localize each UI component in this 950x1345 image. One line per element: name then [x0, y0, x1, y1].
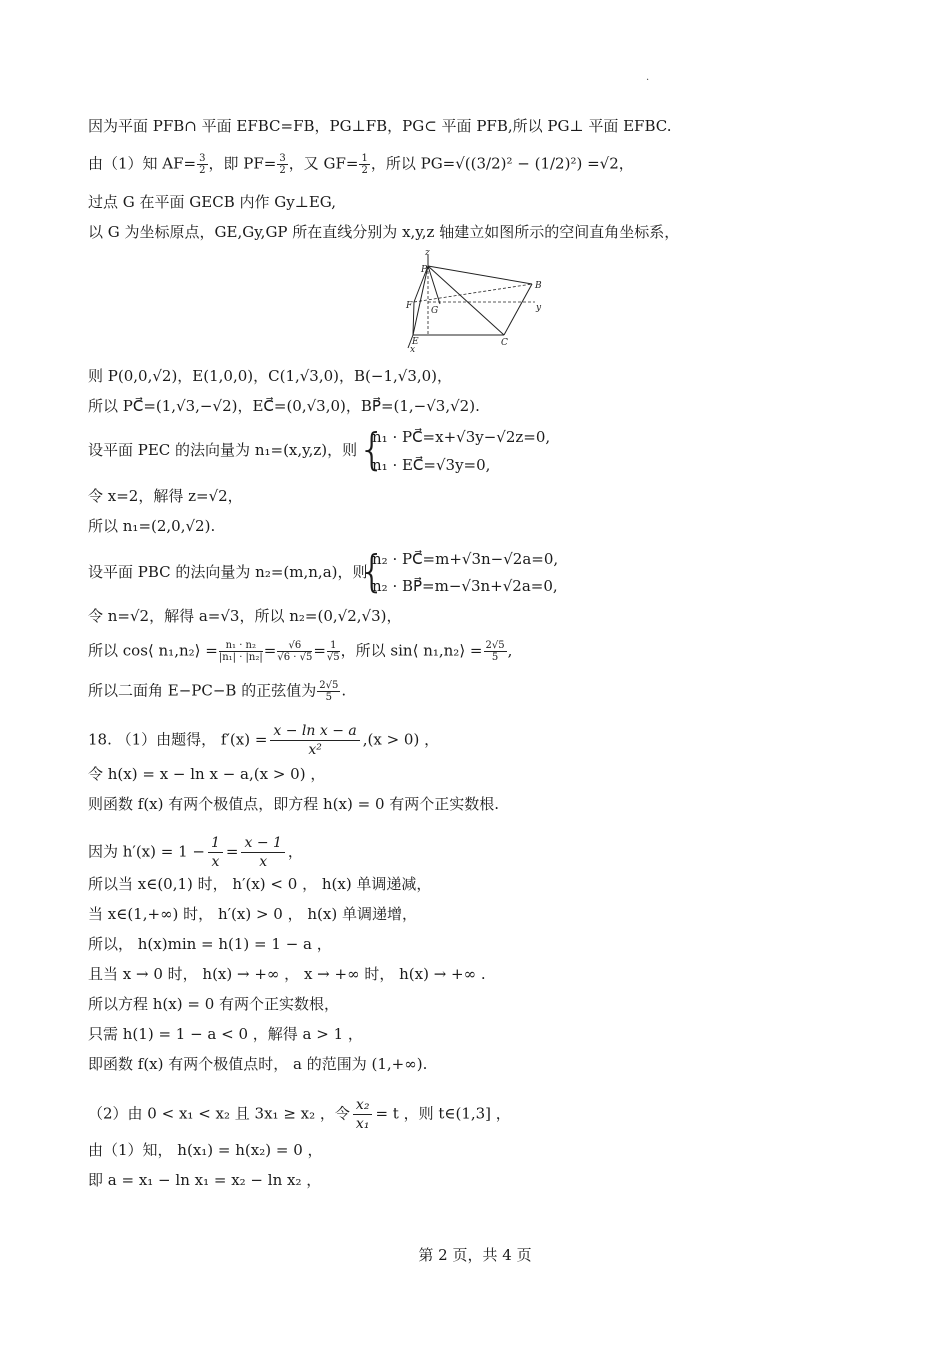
- text-line-5: 则 P(0,0,√2)，E(1,0,0)，C(1,√3,0)，B(−1,√3,0)，: [88, 367, 453, 385]
- fraction: $\frac{√6}{√6 \cdot √5}$: [277, 640, 313, 663]
- text-line-26: 由（1）知， h(x₁) = h(x₂) = 0 ，: [88, 1141, 323, 1159]
- fraction: $\frac{1}{2}$: [361, 153, 368, 176]
- text-line-27: 即 a = x₁ − ln x₁ = x₂ − ln x₂ ，: [88, 1171, 322, 1189]
- text-line-17: 因为 h′(x) = 1 − $\frac{1}{x}$ = $\frac{x - 1}{x}$ ，: [88, 835, 303, 870]
- text-line-13: 所以二面角 E−PC−B 的正弦值为 $\frac{2√5}{5}$ .: [88, 680, 347, 703]
- text-line-1: 因为平面 PFB∩ 平面 EFBC=FB，PG⊥FB，PG⊂ 平面 PFB,所以 PG⊥ 平面 EFBC.: [88, 117, 672, 135]
- label-F: F: [406, 301, 413, 311]
- text-line-21: 且当 x → 0 时， h(x) → +∞ ， x → +∞ 时， h(x) → +∞ .: [88, 965, 486, 983]
- system-2-eq2: n₂ · BP⃗=m−√3n+√2a=0,: [372, 577, 558, 595]
- page-footer: 第 2 页，共 4 页: [418, 1246, 532, 1264]
- text-line-9: 所以 n₁=(2,0,√2).: [88, 517, 216, 535]
- text-line-18: 所以当 x∈(0,1) 时， h′(x) < 0 ， h(x) 单调递减，: [88, 875, 432, 893]
- fraction: $\frac{2√5}{5}$: [319, 680, 339, 703]
- text-line-22: 所以方程 h(x) = 0 有两个正实数根，: [88, 995, 340, 1013]
- text-line-25: （2）由 0 < x₁ < x₂ 且 3x₁ ≥ x₂ ，令 $\frac{\text{x₂}}{\text{x₁}}$ = t ，则 t∈(1,3] ，: [88, 1097, 511, 1132]
- fraction: $\frac{\text{x − ln x − a}}{\text{x²}}$: [270, 722, 359, 759]
- label-P: P: [421, 265, 428, 275]
- brace-2: {: [358, 546, 386, 597]
- text-line-6: 所以 PC⃗=(1,√3,−√2)，EC⃗=(0,√3,0)，BP⃗=(1,−√3,√2).: [88, 397, 480, 415]
- text-line-19: 当 x∈(1,+∞) 时， h′(x) > 0 ， h(x) 单调递增，: [88, 905, 417, 923]
- fraction: $\frac{3}{2}$: [279, 153, 286, 176]
- label-G: G: [431, 306, 439, 316]
- label-y: y: [536, 303, 542, 313]
- label-E: E: [412, 337, 419, 347]
- text-line-15: 令 h(x) = x − ln x − a,(x > 0) ，: [88, 765, 326, 783]
- fraction: $\frac{2√5}{5}$: [485, 640, 505, 663]
- fraction: $\frac{\text{n₁ · n₂}}{\text{|n₁| · |n₂|}}$: [218, 640, 263, 663]
- system-2-eq1: n₂ · PC⃗=m+√3n−√2a=0,: [372, 550, 559, 568]
- edge-FB-dashed: [414, 284, 532, 302]
- text-line-20: 所以， h(x)min = h(1) = 1 − a ，: [88, 935, 332, 953]
- text-line-23: 只需 h(1) = 1 − a < 0 ，解得 a > 1 ，: [88, 1025, 363, 1043]
- text-line-14: 18. （1）由题得， f′(x) = $\frac{\text{x − ln x − a}}{\text{x²}}$ ,(x > 0) ，: [88, 723, 440, 758]
- text-line-11: 令 n=√2，解得 a=√3，所以 n₂=(0,√2,√3)，: [88, 607, 402, 625]
- text-line-16: 则函数 f(x) 有两个极值点，即方程 h(x) = 0 有两个正实数根.: [88, 795, 500, 813]
- coordinate-diagram: [398, 250, 548, 352]
- label-z: z: [425, 250, 430, 258]
- text-line-8: 令 x=2，解得 z=√2，: [88, 487, 243, 505]
- system-1-eq2: n₁ · EC⃗=√3y=0,: [372, 456, 491, 474]
- text-line-2: 由（1）知 AF= $\frac{3}{2}$ ，即 PF= $\frac{3}{2}$ ，又 GF= $\frac{1}{2}$ ，所以 PG=√((3/2)² − (1/2)²) =√2，: [88, 153, 634, 176]
- text-line-12: 所以 cos⟨ n₁,n₂⟩ = $\frac{\text{n₁ · n₂}}{\text{|n₁| · |n₂|}}$ = $\frac{√6}{√6 \cdot √5}$ = $\frac{1}{√5}$ ，所以 sin⟨ n₁,n₂⟩ = $\frac{2√5}{5}$ ,: [88, 640, 513, 663]
- text-line-3: 过点 G 在平面 GECB 内作 Gy⊥EG,: [88, 193, 336, 211]
- text-line-10: 设平面 PBC 的法向量为 n₂=(m,n,a)，则: [88, 563, 368, 581]
- fraction: $\frac{1}{√5}$: [326, 640, 340, 663]
- edge-PB: [428, 266, 532, 284]
- label-x: x: [410, 345, 416, 352]
- fraction: $\frac{1}{x}$: [208, 834, 223, 871]
- label-B: B: [535, 281, 542, 291]
- edge-CB: [504, 284, 532, 335]
- text-line-4: 以 G 为坐标原点，GE,Gy,GP 所在直线分别为 x,y,z 轴建立如图所示的空间直角坐标系，: [88, 223, 680, 241]
- fraction: $\frac{3}{2}$: [199, 153, 206, 176]
- text-line-7: 设平面 PEC 的法向量为 n₁=(x,y,z)，则: [88, 441, 358, 459]
- corner-dot: .: [646, 72, 650, 83]
- system-1-eq1: n₁ · PC⃗=x+√3y−√2z=0,: [372, 428, 551, 446]
- fraction: $\frac{\text{x₂}}{\text{x₁}}$: [353, 1096, 373, 1133]
- brace-1: {: [358, 424, 386, 475]
- label-C: C: [501, 338, 508, 348]
- fraction: $\frac{x - 1}{x}$: [241, 834, 284, 871]
- text-line-24: 即函数 f(x) 有两个极值点时， a 的范围为 (1,+∞).: [88, 1055, 428, 1073]
